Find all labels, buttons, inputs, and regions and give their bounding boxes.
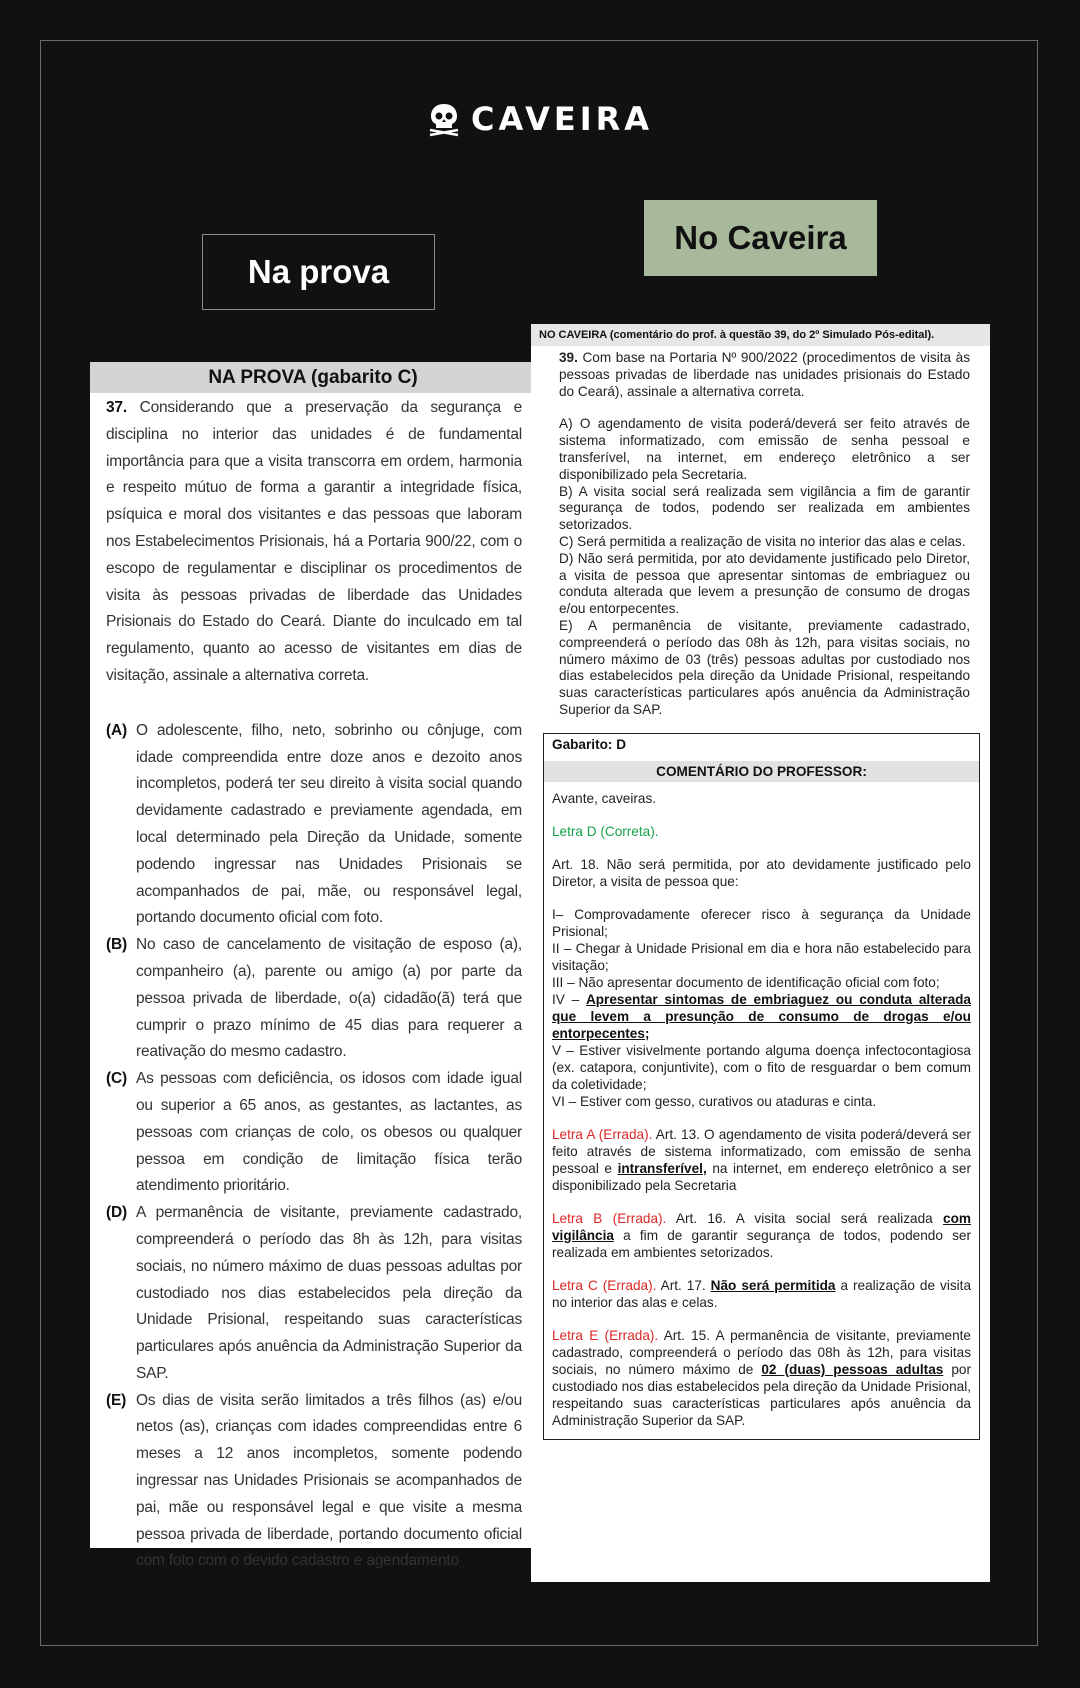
comment-title: COMENTÁRIO DO PROFESSOR: <box>544 761 979 782</box>
exam-option-a <box>106 718 522 932</box>
caveira-option-b: B) A visita social será realizada sem vigilância a fim de garantir segurança de todos, podendo ser realizada em ambientes setorizados. <box>559 483 970 533</box>
exam-option-c <box>106 1066 522 1200</box>
letter-c-label: Letra C (Errada). <box>552 1277 657 1293</box>
letter-b-text: Art. 16. A visita social será realizada <box>666 1210 944 1226</box>
spacer <box>552 807 971 823</box>
caveira-header: NO CAVEIRA (comentário do prof. à questão 39, do 2º Simulado Pós-edital). <box>531 324 990 346</box>
letter-b-text-end: a fim de garantir segurança de todos, podendo ser realizada em ambientes setorizados. <box>552 1227 971 1260</box>
item-ii: II – Chegar à Unidade Prisional em dia e hora não estabelecido para visitação; <box>552 940 971 973</box>
spacer <box>552 1194 971 1210</box>
letter-c-text: Art. 17. <box>656 1277 711 1293</box>
label-no-caveira: No Caveira <box>644 200 877 276</box>
letter-c-comment <box>552 1277 971 1311</box>
item-vi: VI – Estiver com gesso, curativos ou ataduras e cinta. <box>552 1093 877 1109</box>
spacer <box>552 1311 971 1327</box>
item-iii: III – Não apresentar documento de identificação oficial com foto; <box>552 974 940 990</box>
spacer <box>559 400 970 416</box>
exam-question-number: 37. <box>106 399 127 416</box>
caveira-option-e: E) A permanência de visitante, previamente cadastrado, compreenderá o período das 08h às 12h, para visitas sociais, no número máximo de 03 (três) pessoas adultas por custodiado nos dias estabelecidos pela direção da Unidade Prisional, respeitando suas características particulares após anuência da Administração Superior da SAP. <box>559 617 970 717</box>
caveira-question-number: 39. <box>559 350 578 365</box>
letter-a-label: Letra A (Errada). <box>552 1126 653 1142</box>
comment-intro: Avante, caveiras. <box>552 790 657 806</box>
exam-question-stem <box>106 395 522 690</box>
caveira-question-stem <box>559 350 970 400</box>
item-v: V – Estiver visivelmente portando alguma doença infectocontagiosa (ex. catapora, conjuntivite), com o fito de resguardar o bem comum da coletividade; <box>552 1042 971 1092</box>
letter-b-label: Letra B (Errada). <box>552 1210 667 1226</box>
item-iv-highlight: Apresentar sintomas de embriaguez ou conduta alterada que levem a presunção de consumo de drogas e/ou entorpecentes; <box>552 991 971 1041</box>
option-text: A permanência de visitante, previamente cadastrado, compreenderá o período das 8h às 12h, para visitas sociais, no número máximo de duas pessoas adultas por custodiado nos dias estabelecidos pela direção da Unidade Prisional, respeitando suas características particulares após anuência da Administração Superior da SAP. <box>136 1204 522 1382</box>
caveira-option-a: A) O agendamento de visita poderá/deverá ser feito através de sistema informatizado, com emissão de senha pessoal e transferível, na internet, em endereço eletrônico a ser disponibilizado pela Secretaria. <box>559 416 970 482</box>
option-text: As pessoas com deficiência, os idosos com idade igual ou superior a 65 anos, as gestantes, as lactantes, as pessoas com crianças de colo, os obesos ou qualquer pessoa em condição de limitação física terão atendimento prioritário. <box>136 1070 522 1195</box>
letter-b-highlight: com vigilância <box>552 1210 971 1243</box>
option-letter: (C) <box>106 1070 127 1088</box>
letter-b-comment <box>552 1210 971 1261</box>
spacer <box>552 840 971 856</box>
caveira-question-text: Com base na Portaria Nº 900/2022 (procedimentos de visita às pessoas privadas de liberdade nas unidades prisionais do Estado do Ceará), assinale a alternativa correta. <box>559 350 970 399</box>
option-text: No caso de cancelamento de visitação de esposo (a), companheiro (a), parente ou amigo (a) por parte da pessoa privada de liberdade, o(a) cidadão(ã) terá que cumprir o prazo mínimo de 45 dias para requerer a reativação do mesmo cadastro. <box>136 936 522 1061</box>
letter-e-comment <box>552 1327 971 1429</box>
art-18: Art. 18. Não será permitida, por ato devidamente justificado pelo Diretor, a visita de pessoa que: <box>552 856 971 889</box>
exam-option-b <box>106 932 522 1066</box>
skull-icon <box>427 102 461 136</box>
spacer <box>552 1261 971 1277</box>
comment-body <box>544 782 979 1439</box>
correct-label: Letra D (Correta). <box>552 823 659 839</box>
option-letter: (B) <box>106 936 127 954</box>
brand-logo <box>0 100 1080 138</box>
option-text: O adolescente, filho, neto, sobrinho ou cônjuge, com idade compreendida entre doze anos e dezoito anos incompletos, poderá ter seu direito à visita social quando devidamente cadastrado e previamente agendada, em local determinado pela Direção da Unidade, somente podendo ingressar nas Unidades Prisionais se acompanhados de pai, mãe, ou responsável legal, portando documento oficial com foto. <box>136 721 522 927</box>
exam-option-d <box>106 1200 522 1388</box>
letter-a-comment <box>552 1126 971 1194</box>
brand-name: CAVEIRA <box>470 100 653 138</box>
letter-e-highlight: 02 (duas) pessoas adultas <box>761 1361 944 1377</box>
caveira-question <box>531 346 990 719</box>
caveira-question-panel <box>531 324 990 1582</box>
option-letter: (D) <box>106 1204 127 1222</box>
letter-a-text-end: na internet, em endereço eletrônico a ser disponibilizado pela Secretaria <box>552 1160 971 1193</box>
exam-question <box>90 393 536 1575</box>
label-na-prova: Na prova <box>202 234 435 310</box>
letter-c-highlight: Não será permitida <box>710 1277 836 1293</box>
exam-option-e <box>106 1388 522 1576</box>
caveira-option-d: D) Não será permitida, por ato devidamente justificado pelo Diretor, a visita de pessoa que apresentar sintomas de embriaguez ou conduta alterada que levem a presunção de consumo de drogas e/ou entorpecentes. <box>559 550 970 617</box>
item-i: I– Comprovadamente oferecer risco à segurança da Unidade Prisional; <box>552 906 971 939</box>
option-letter: (E) <box>106 1391 127 1409</box>
letter-e-label: Letra E (Errada). <box>552 1327 659 1343</box>
exam-question-panel <box>90 362 536 1570</box>
exam-options <box>106 718 522 1576</box>
letter-e-text-end: por custodiado nos dias estabelecidos pela direção da Unidade Prisional, respeitando suas características particulares após anuência da Administração Superior da SAP. <box>552 1361 971 1428</box>
item-iv <box>552 991 971 1042</box>
letter-a-text: Art. 13. O agendamento de visita poderá/deverá ser feito através de sistema informatizado, com emissão de senha pessoal e <box>552 1126 971 1176</box>
caveira-option-c: C) Será permitida a realização de visita no interior das alas e celas. <box>559 533 966 549</box>
exam-header: NA PROVA (gabarito C) <box>90 362 536 393</box>
answer-box <box>543 733 980 1440</box>
letter-a-highlight: intransferível, <box>617 1160 707 1176</box>
option-text: Os dias de visita serão limitados a três filhos (as) e/ou netos (as), crianças com idades compreendidas entre 6 meses a 12 anos incompletos, somente podendo ingressar nas Unidades Prisionais se acompanhados de pai, mãe ou responsável legal e que visite a mesma pessoa privada de liberdade, portando documento oficial com foto com o devido cadastro e agendamento <box>136 1391 522 1570</box>
option-letter: (A) <box>106 721 127 739</box>
exam-question-text: Considerando que a preservação da segurança e disciplina no interior das unidades é de fundamental importância para que a visita transcorra em ordem, harmonia e respeito mútuo de forma a garantir a integridade física, psíquica e moral dos visitantes e das pessoas que laboram nos Estabelecimentos Prisionais, há a Portaria 900/22, com o escopo de regulamentar e disciplinar os procedimentos de visita às pessoas privadas de liberdade das Unidades Prisionais do Estado do Ceará. Diante do inculcado em tal regulamento, quanto ao acesso de visitantes em dias de visitação, assinale a alternativa correta. <box>106 399 523 684</box>
spacer <box>552 890 971 906</box>
item-iv-prefix: IV – <box>552 991 586 1007</box>
letter-e-text: Art. 15. A permanência de visitante, previamente cadastrado, compreenderá o período das 08h às 12h, para visitas sociais, no número máximo de <box>552 1327 971 1377</box>
gabarito: Gabarito: D <box>552 736 627 752</box>
spacer <box>552 1110 971 1126</box>
letter-c-text-end: a realização de visita no interior das alas e celas. <box>552 1277 972 1310</box>
